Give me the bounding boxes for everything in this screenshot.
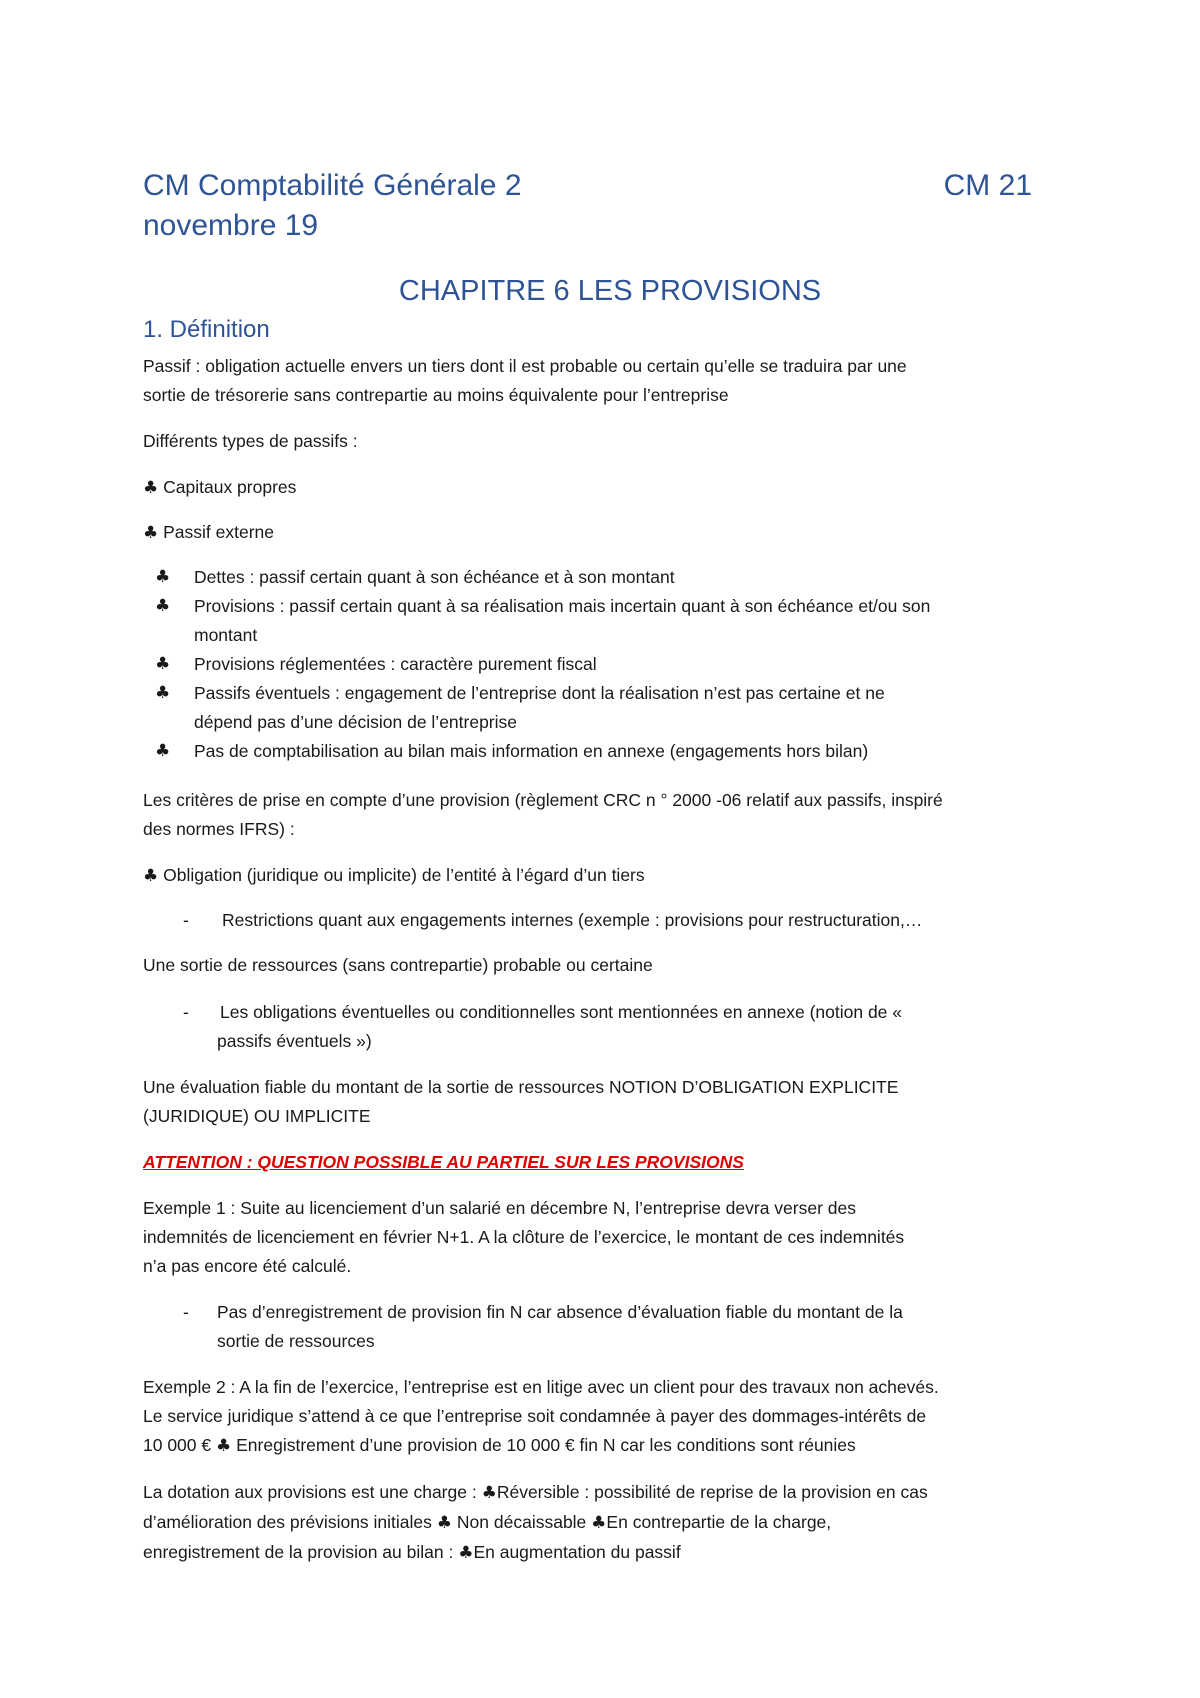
club-icon: ♣: [155, 654, 171, 674]
dash-text: passifs éventuels »): [217, 1031, 372, 1051]
club-icon: ♣: [143, 478, 159, 498]
dash-text: Pas d’enregistrement de provision fin N car absence d’évaluation fiable du montant de la: [217, 1302, 903, 1322]
bullet-text: dépend pas d’une décision de l’entreprise: [194, 712, 518, 732]
text-line: Exemple 1 : Suite au licenciement d’un salarié en décembre N, l’entreprise devra verser des: [143, 1198, 856, 1218]
bullet-text: Provisions réglementées : caractère purement fiscal: [194, 654, 597, 674]
paragraph-sortie: Une sortie de ressources (sans contrepartie) probable ou certaine: [143, 955, 653, 975]
list-item-passif-externe: [143, 518, 1063, 548]
club-icon: ♣: [458, 1543, 474, 1563]
text-fragment: Non décaissable: [456, 1512, 587, 1532]
paragraph-exemple-2: [143, 1373, 1063, 1461]
text-line: Exemple 2 : A la fin de l’exercice, l’entreprise est en litige avec un client pour des travaux non achevés.: [143, 1377, 939, 1397]
text-fragment: enregistrement de la provision au bilan :: [143, 1542, 454, 1562]
text-line: Passif : obligation actuelle envers un tiers dont il est probable ou certain qu’elle se traduira par une: [143, 356, 907, 376]
item-text: Capitaux propres: [163, 477, 297, 497]
text-line: [143, 1538, 1063, 1568]
club-icon: ♣: [481, 1483, 497, 1503]
club-icon: ♣: [155, 567, 171, 587]
dash-text: Restrictions quant aux engagements internes (exemple : provisions pour restructuration,…: [222, 910, 923, 930]
text-line: indemnités de licenciement en février N+1. A la clôture de l’exercice, le montant de ces indemnités: [143, 1227, 905, 1247]
dash-marker: -: [183, 1002, 189, 1022]
text-line: Une évaluation fiable du montant de la sortie de ressources NOTION D’OBLIGATION EXPLICITE: [143, 1077, 899, 1097]
item-text: Passif externe: [163, 522, 275, 542]
text-fragment: La dotation aux provisions est une charge :: [143, 1482, 477, 1502]
dash-marker: -: [183, 910, 189, 930]
document-title: [143, 168, 1032, 205]
text-line: n’a pas encore été calculé.: [143, 1256, 352, 1276]
dash-text: sortie de ressources: [217, 1331, 375, 1351]
text-line: [143, 1478, 1063, 1508]
club-icon: ♣: [143, 523, 159, 543]
text-line: des normes IFRS) :: [143, 819, 295, 839]
text-line: sortie de trésorerie sans contrepartie au moins équivalente pour l’entreprise: [143, 385, 729, 405]
chapter-heading: CHAPITRE 6 LES PROVISIONS: [398, 275, 822, 307]
attention-text: ATTENTION : QUESTION POSSIBLE AU PARTIEL SUR LES PROVISIONS: [143, 1152, 744, 1172]
text-line: (JURIDIQUE) OU IMPLICITE: [143, 1106, 371, 1126]
text-fragment: d’amélioration des prévisions initiales: [143, 1512, 432, 1532]
dash-marker: -: [183, 1302, 189, 1322]
amount-text: 10 000 €: [143, 1435, 212, 1455]
paragraph-dotation: [143, 1478, 1063, 1568]
section-heading: 1. Définition: [143, 316, 270, 343]
club-icon: ♣: [143, 866, 159, 886]
bullet-text: Dettes : passif certain quant à son échéance et à son montant: [194, 567, 675, 587]
text-fragment: Enregistrement d’une provision de 10 000 € fin N car les conditions sont réunies: [236, 1435, 856, 1455]
bullet-text: Provisions : passif certain quant à sa réalisation mais incertain quant à son échéance et/ou son: [194, 596, 931, 616]
dash-text: Les obligations éventuelles ou conditionnelles sont mentionnées en annexe (notion de «: [220, 1002, 903, 1022]
text-fragment: En contrepartie de la charge,: [606, 1512, 832, 1532]
club-icon: ♣: [155, 741, 171, 761]
list-item-obligation: [143, 861, 1063, 891]
paragraph-types: Différents types de passifs :: [143, 431, 358, 451]
text-line: Les critères de prise en compte d’une provision (règlement CRC n ° 2000 -06 relatif aux passifs, inspiré: [143, 790, 943, 810]
paragraph-exemple-1: [143, 1194, 1063, 1281]
title-right: CM 21: [943, 169, 1032, 202]
title-left: CM Comptabilité Générale 2: [143, 169, 522, 202]
text-line: [143, 1508, 1063, 1538]
text-line: Le service juridique s’attend à ce que l’entreprise soit condamnée à payer des dommages-intérêts de: [143, 1406, 927, 1426]
title-second-line: novembre 19: [143, 209, 319, 242]
paragraph-passif: [143, 352, 1063, 410]
bullet-text: montant: [194, 625, 258, 645]
item-text: Obligation (juridique ou implicite) de l’entité à l’égard d’un tiers: [163, 865, 645, 885]
attention-notice: [143, 1148, 1063, 1177]
text-fragment: Réversible : possibilité de reprise de la provision en cas: [496, 1482, 928, 1502]
text-line: [143, 1431, 1063, 1461]
paragraph-criteres: [143, 786, 1063, 844]
club-icon: ♣: [155, 596, 171, 616]
club-icon: ♣: [436, 1513, 453, 1533]
club-icon: ♣: [216, 1436, 232, 1456]
list-item-capitaux: [143, 473, 1063, 503]
text-fragment: En augmentation du passif: [473, 1542, 681, 1562]
bullet-text: Pas de comptabilisation au bilan mais information en annexe (engagements hors bilan): [194, 741, 869, 761]
paragraph-evaluation: [143, 1073, 1063, 1131]
club-icon: ♣: [155, 683, 171, 703]
bullet-text: Passifs éventuels : engagement de l’entreprise dont la réalisation n’est pas certaine et ne: [194, 683, 885, 703]
club-icon: ♣: [591, 1513, 607, 1533]
